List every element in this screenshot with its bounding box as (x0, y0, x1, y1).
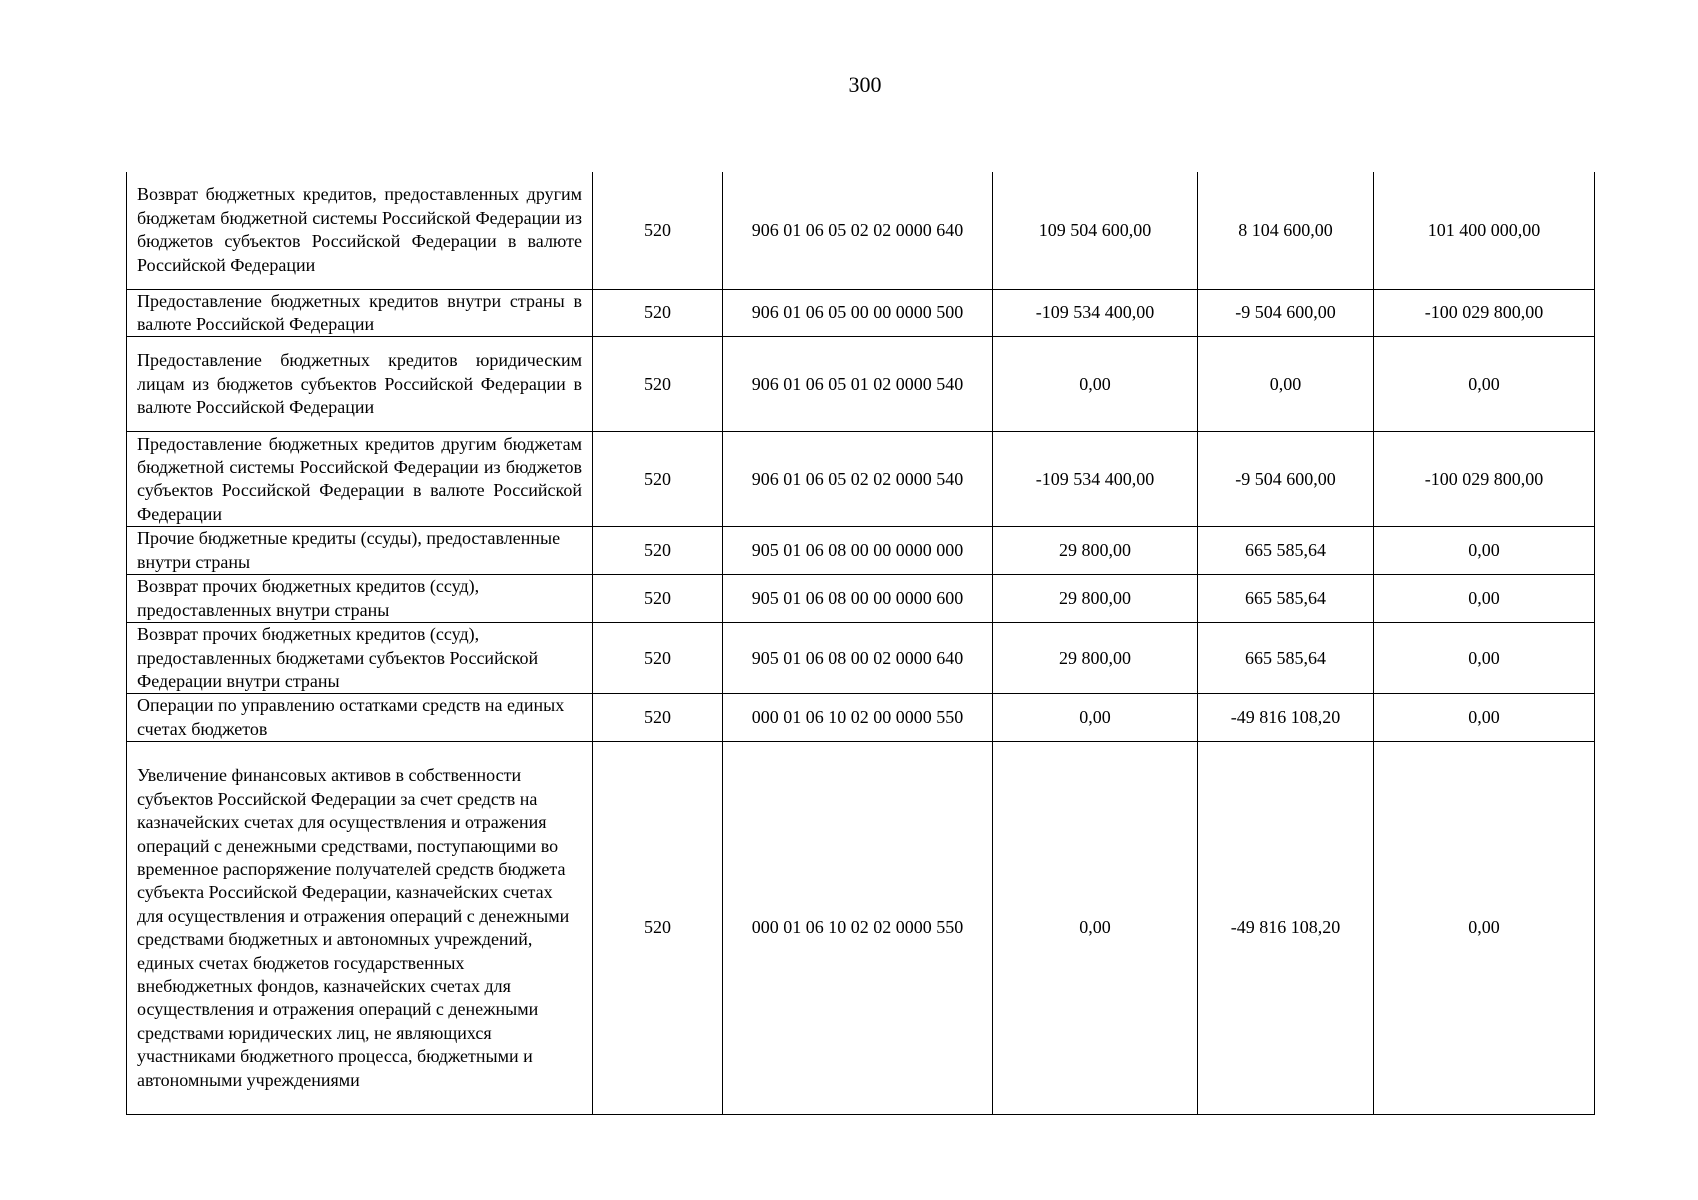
budget-sources-table (126, 172, 1595, 1115)
row-value-3: 0,00 (1374, 575, 1595, 623)
row-value-2: -49 816 108,20 (1198, 694, 1374, 742)
row-value-3: -100 029 800,00 (1374, 289, 1595, 337)
row-value-3: -100 029 800,00 (1374, 432, 1595, 527)
table-row (127, 694, 1595, 742)
row-budget-code: 906 01 06 05 02 02 0000 540 (723, 432, 993, 527)
row-description: Предоставление бюджетных кредитов юридическим лицам из бюджетов субъектов Российской Федерации в валюте Российской Федерации (127, 337, 593, 432)
row-description: Возврат прочих бюджетных кредитов (ссуд), предоставленных внутри страны (127, 575, 593, 623)
table-row (127, 575, 1595, 623)
row-value-3: 0,00 (1374, 527, 1595, 575)
row-admin-code: 520 (593, 172, 723, 289)
row-value-1: 29 800,00 (993, 575, 1198, 623)
table-row (127, 623, 1595, 694)
row-value-1: 0,00 (993, 694, 1198, 742)
row-value-1: 109 504 600,00 (993, 172, 1198, 289)
row-admin-code: 520 (593, 337, 723, 432)
row-value-1: 29 800,00 (993, 623, 1198, 694)
row-value-1: -109 534 400,00 (993, 289, 1198, 337)
table-row (127, 289, 1595, 337)
row-admin-code: 520 (593, 289, 723, 337)
page-number: 300 (848, 72, 882, 97)
row-value-1: 29 800,00 (993, 527, 1198, 575)
table-row (127, 337, 1595, 432)
row-admin-code: 520 (593, 623, 723, 694)
row-value-3: 0,00 (1374, 623, 1595, 694)
row-value-2: 665 585,64 (1198, 575, 1374, 623)
row-budget-code: 905 01 06 08 00 02 0000 640 (723, 623, 993, 694)
row-value-2: 8 104 600,00 (1198, 172, 1374, 289)
row-value-3: 0,00 (1374, 337, 1595, 432)
table-row (127, 172, 1595, 289)
row-admin-code: 520 (593, 527, 723, 575)
row-value-2: 0,00 (1198, 337, 1374, 432)
row-budget-code: 905 01 06 08 00 00 0000 600 (723, 575, 993, 623)
row-value-3: 101 400 000,00 (1374, 172, 1595, 289)
row-value-3: 0,00 (1374, 742, 1595, 1115)
row-admin-code: 520 (593, 742, 723, 1115)
row-value-1: 0,00 (993, 742, 1198, 1115)
row-budget-code: 906 01 06 05 02 02 0000 640 (723, 172, 993, 289)
table-row (127, 742, 1595, 1115)
row-value-2: -49 816 108,20 (1198, 742, 1374, 1115)
row-description: Операции по управлению остатками средств на единых счетах бюджетов (127, 694, 593, 742)
table-row (127, 527, 1595, 575)
row-description: Прочие бюджетные кредиты (ссуды), предоставленные внутри страны (127, 527, 593, 575)
row-value-2: 665 585,64 (1198, 527, 1374, 575)
row-budget-code: 905 01 06 08 00 00 0000 000 (723, 527, 993, 575)
row-admin-code: 520 (593, 575, 723, 623)
row-value-3: 0,00 (1374, 694, 1595, 742)
row-description: Возврат бюджетных кредитов, предоставленных другим бюджетам бюджетной системы Российской Федерации из бюджетов субъектов Российской Федерации в валюте Российской Федерации (127, 172, 593, 289)
row-value-2: -9 504 600,00 (1198, 432, 1374, 527)
row-description: Предоставление бюджетных кредитов другим бюджетам бюджетной системы Российской Федерации из бюджетов субъектов Российской Федерации в валюте Российской Федерации (127, 432, 593, 527)
row-value-1: 0,00 (993, 337, 1198, 432)
row-budget-code: 906 01 06 05 00 00 0000 500 (723, 289, 993, 337)
row-budget-code: 000 01 06 10 02 02 0000 550 (723, 742, 993, 1115)
table-row (127, 432, 1595, 527)
row-description: Возврат прочих бюджетных кредитов (ссуд), предоставленных бюджетами субъектов Российской Федерации внутри страны (127, 623, 593, 694)
row-admin-code: 520 (593, 694, 723, 742)
row-description: Предоставление бюджетных кредитов внутри страны в валюте Российской Федерации (127, 289, 593, 337)
row-budget-code: 000 01 06 10 02 00 0000 550 (723, 694, 993, 742)
row-description: Увеличение финансовых активов в собственности субъектов Российской Федерации за счет средств на казначейских счетах для осуществления и отражения операций с денежными средствами, поступающими во временное распоряжение получателей средств бюджета субъекта Российской Федерации, казначейских счетах для осуществления и отражения операций с денежными средствами бюджетных и автономных учреждений, единых счетах бюджетов государственных внебюджетных фондов, казначейских счетах для осуществления и отражения операций с денежными средствами юридических лиц, не являющихся участниками бюджетного процесса, бюджетными и автономными учреждениями (127, 742, 593, 1115)
row-value-2: -9 504 600,00 (1198, 289, 1374, 337)
row-budget-code: 906 01 06 05 01 02 0000 540 (723, 337, 993, 432)
row-value-1: -109 534 400,00 (993, 432, 1198, 527)
row-admin-code: 520 (593, 432, 723, 527)
row-value-2: 665 585,64 (1198, 623, 1374, 694)
